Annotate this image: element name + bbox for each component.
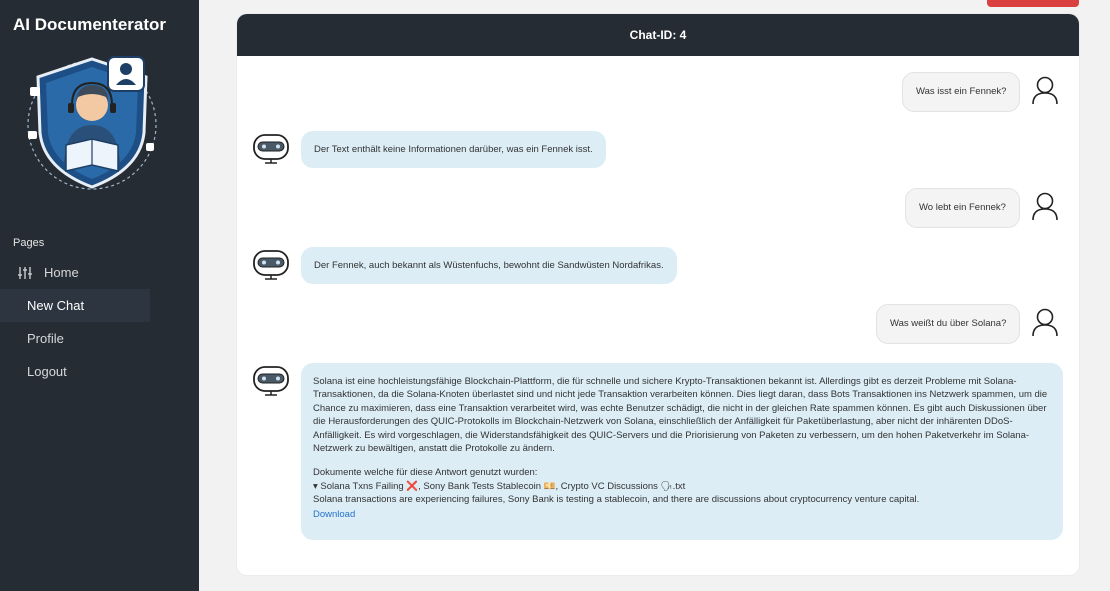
sidebar-item-label: Logout	[27, 364, 67, 379]
message-text: Der Fennek, auch bekannt als Wüstenfuchs, bewohnt die Sandwüsten Nordafrikas.	[314, 259, 664, 271]
bot-avatar-icon	[252, 364, 290, 401]
app-title: AI Documenterator	[13, 15, 167, 34]
sidebar-item-home[interactable]	[0, 256, 150, 289]
bot-avatar-icon	[252, 248, 290, 285]
message-text: Was isst ein Fennek?	[916, 86, 1007, 98]
user-message	[902, 72, 1020, 112]
sliders-icon	[17, 265, 33, 281]
top-action-button[interactable]	[987, 0, 1079, 7]
sidebar-item-new-chat[interactable]	[0, 289, 150, 322]
message-text: Solana ist eine hochleistungsfähige Blockchain-Plattform, die für schnelle und sichere Krypto-Transaktionen bekannt ist. Allerdings gibt es derzeit Probleme mit Solana-Transaktionen, da die Solana-Knoten überlastet sind und nicht jede Transaktion verarbeiten können. Dies liegt daran, dass Bots Transaktionen ins Netzwerk spammen, um die Chance zu maximieren, dass eine Transaktion verarbeitet wird, was echte Benutzer schädigt, die nicht in der gleichen Rate spammen können. Es gibt auch Diskussionen über die Herausforderungen des QUIC-Protokolls im Blockchain-Netzwerk von Solana, einschließlich der Anfälligkeit für Paketüberlastung, aber nicht der inhärenten DDoS-Anfälligkeit. Es wird vorgeschlagen, die Widerstandsfähigkeit des QUIC-Servers und die Priorisierung von Paketen zu verbessern, um den hohen Paketverkehr im Solana-Netzwerk zu bewältigen, anstatt die Protokolle zu ändern.	[313, 376, 1048, 455]
sidebar-item-logout[interactable]	[0, 355, 150, 388]
pages-section-label: Pages	[13, 237, 45, 249]
sources-label: Dokumente welche für diese Antwort genutzt wurden:	[313, 467, 538, 479]
app-logo	[22, 53, 162, 193]
sidebar	[0, 0, 199, 591]
bot-avatar-icon	[252, 132, 290, 169]
bot-message	[301, 363, 1063, 540]
download-link[interactable]: Download	[313, 508, 356, 520]
sidebar-item-profile[interactable]	[0, 322, 150, 355]
user-avatar-icon	[1031, 191, 1059, 226]
bot-message	[301, 247, 677, 284]
message-text: Was weißt du über Solana?	[890, 318, 1007, 330]
user-message	[876, 304, 1020, 344]
sidebar-item-label: New Chat	[27, 298, 85, 313]
bot-message	[301, 131, 606, 168]
chat-header: Chat-ID: 4	[237, 14, 1079, 56]
message-text: Wo lebt ein Fennek?	[919, 202, 1006, 214]
sources-summary: Solana transactions are experiencing failures, Sony Bank is testing a stablecoin, and there are discussions about cryptocurrency venture capital.	[313, 494, 920, 506]
sidebar-item-label: Home	[44, 265, 79, 280]
user-avatar-icon	[1031, 75, 1059, 110]
sidebar-item-label: Profile	[27, 331, 64, 346]
chat-panel	[237, 14, 1079, 575]
sources-expander[interactable]: ▾ Solana Txns Failing ❌, Sony Bank Tests Stablecoin 💴, Crypto VC Discussions 🗣.txt	[313, 480, 686, 492]
user-avatar-icon	[1031, 307, 1059, 342]
user-message	[905, 188, 1020, 228]
message-text: Der Text enthält keine Informationen darüber, was ein Fennek isst.	[314, 143, 593, 155]
